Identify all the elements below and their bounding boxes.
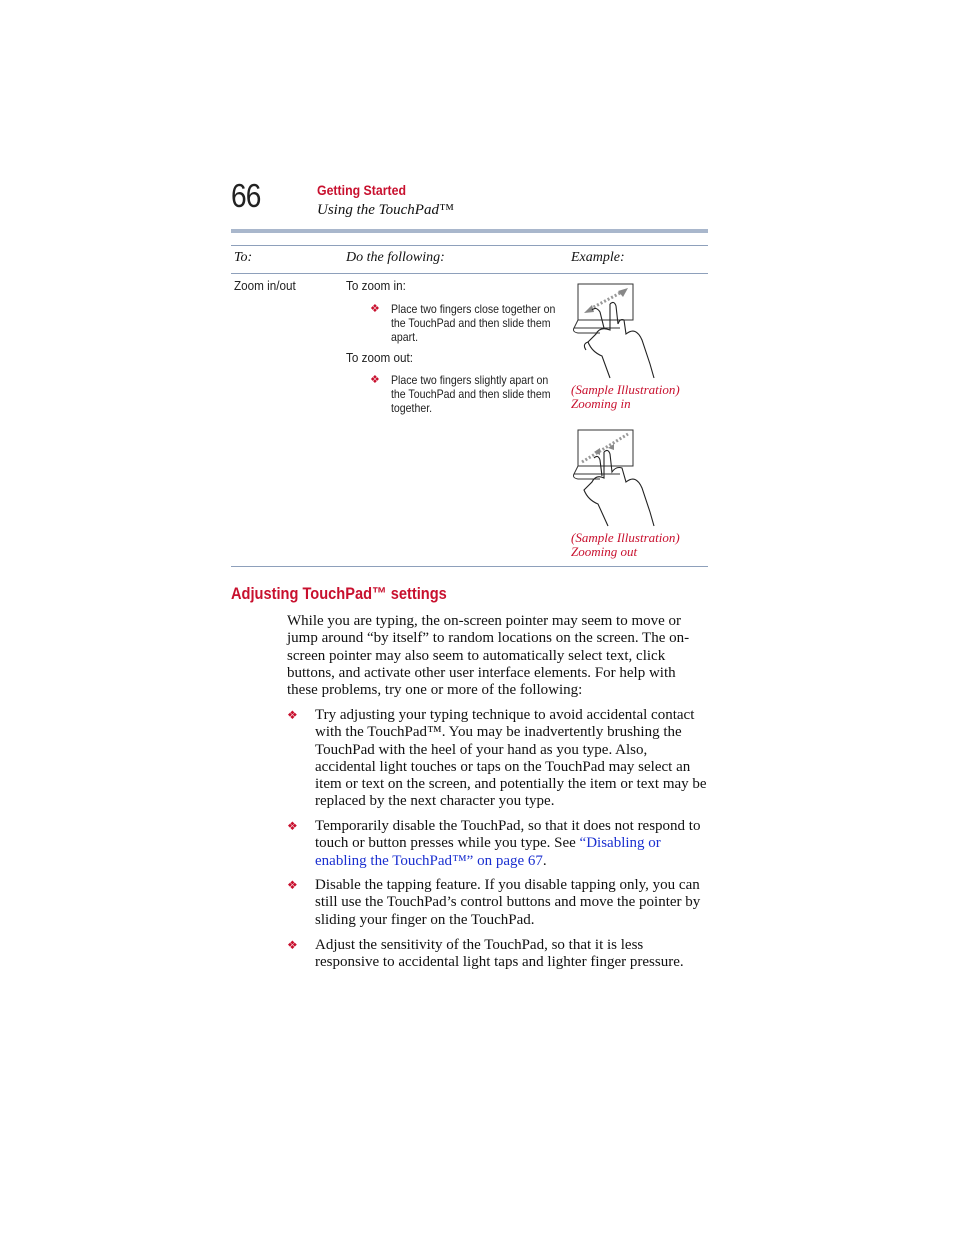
zoom-in-label: To zoom in: — [346, 278, 406, 293]
list-item: Try adjusting your typing technique to avoid accidental contact with the TouchPad™. You may be inadvertently brushing the TouchPad with the heel of your hand as you type. Also, accidental light touches or taps on the TouchPad may select an item or text on the screen, and potentially the item or text may be replaced by the next character you type. — [315, 707, 707, 810]
link-suffix: . — [542, 852, 547, 869]
zoom-in-instruction: Place two fingers close together on the TouchPad and then slide them apart. — [391, 302, 556, 344]
bullet-icon: ❖ — [287, 708, 298, 722]
section-heading: Adjusting TouchPad™ settings — [231, 584, 447, 603]
column-header-to: To: — [234, 250, 253, 265]
table-top-rule — [231, 245, 708, 246]
zoom-out-label: To zoom out: — [346, 350, 413, 365]
caption-zoom-out-line2: Zooming out — [571, 544, 638, 559]
bullet-icon: ❖ — [287, 819, 298, 833]
bullet-icon: ❖ — [287, 878, 298, 892]
zoom-in-illustration — [570, 282, 670, 382]
disabling-touchpad-link[interactable]: “Disabling or enabling the TouchPad™” on page 67 — [315, 835, 661, 869]
table-header-rule — [231, 273, 708, 274]
caption-zoom-out-line1: (Sample Illustration) — [571, 530, 680, 545]
bullet-icon: ❖ — [370, 303, 380, 315]
subsection-title: Using the TouchPad™ — [317, 202, 454, 218]
header-rule — [231, 229, 708, 233]
list-item: Adjust the sensitivity of the TouchPad, so that it is less responsive to accidental light taps and lighter finger pressure. — [315, 937, 684, 971]
intro-paragraph: While you are typing, the on-screen pointer may seem to move or jump around “by itself” to random locations on the screen. The on-screen pointer may also seem to automatically select text, click buttons, and activate other user interface elements. For help with these problems, try one or more of the following: — [287, 613, 690, 699]
caption-zoom-in-line2: Zooming in — [571, 396, 631, 411]
list-item — [315, 818, 709, 870]
table-bottom-rule — [231, 566, 708, 567]
caption-zoom-in-line1: (Sample Illustration) — [571, 382, 680, 397]
bullet-icon: ❖ — [370, 374, 380, 386]
row-action: Zoom in/out — [234, 278, 296, 293]
chapter-title: Getting Started — [317, 182, 406, 198]
list-item: Disable the tapping feature. If you disable tapping only, you can still use the TouchPad’s control buttons and move the pointer by sliding your finger on the TouchPad. — [315, 877, 701, 928]
bullet-icon: ❖ — [287, 938, 298, 952]
column-header-do: Do the following: — [346, 250, 445, 265]
zoom-out-instruction: Place two fingers slightly apart on the TouchPad and then slide them together. — [391, 373, 551, 415]
zoom-out-illustration — [570, 428, 670, 528]
list-item-text: Temporarily disable the TouchPad, so that it does not respond to touch or button presses while you type. See — [315, 818, 701, 852]
page-number: 66 — [231, 177, 261, 214]
column-header-example: Example: — [571, 250, 625, 265]
